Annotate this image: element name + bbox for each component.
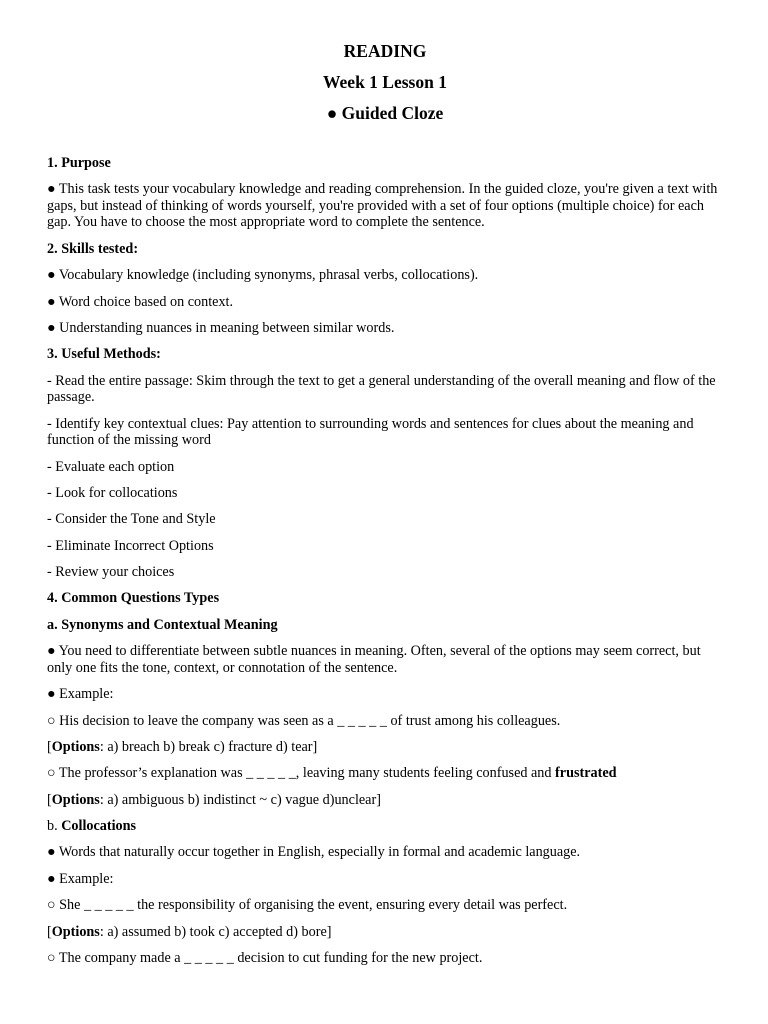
example-label: ● Example:	[47, 686, 114, 703]
skill-item: ● Vocabulary knowledge (including synonyms, phrasal verbs, collocations).	[47, 267, 479, 284]
example-question: ○ His decision to leave the company was seen as a _ _ _ _ _ of trust among his colleagues.	[47, 712, 561, 729]
subsection-a-heading: a. Synonyms and Contextual Meaning	[47, 616, 278, 633]
topic-heading: ● Guided Cloze	[326, 103, 444, 123]
subsection-b-heading: b. Collocations	[47, 818, 137, 835]
section-1-heading: 1. Purpose	[47, 155, 111, 171]
example-question: ○ The professor’s explanation was _ _ _ _ _, leaving many students feeling confused and frustrated	[47, 765, 617, 782]
section-1-body: ● This task tests your vocabulary knowledge and reading comprehension. In the guided cloze, you're given a text with gaps, but instead of thinking of words yourself, you're provided with a set of four options (multiple choice) for each gap. You have to choose the most appropriate word to complete the sentence.	[47, 181, 718, 231]
example-options: [Options: a) assumed b) took c) accepted d) bore]	[47, 923, 332, 940]
document-title: READING	[343, 41, 427, 61]
subsection-b-body: ● Words that naturally occur together in English, especially in formal and academic language.	[47, 844, 581, 861]
skill-item: ● Word choice based on context.	[47, 293, 234, 310]
method-item: - Eliminate Incorrect Options	[47, 537, 214, 554]
example-options: [Options: a) breach b) break c) fracture d) tear]	[47, 738, 318, 755]
method-item: - Consider the Tone and Style	[47, 511, 216, 528]
method-item: - Read the entire passage: Skim through the text to get a general understanding of the overall meaning and flow of the passage.	[47, 372, 716, 406]
example-label: ● Example:	[47, 870, 114, 887]
example-options: [Options: a) ambiguous b) indistinct ~ c) vague d)unclear]	[47, 791, 381, 808]
example-question: ○ The company made a _ _ _ _ _ decision to cut funding for the new project.	[47, 950, 483, 967]
lesson-subtitle: Week 1 Lesson 1	[323, 72, 447, 92]
section-4-heading: 4. Common Questions Types	[47, 590, 220, 607]
section-3-heading: 3. Useful Methods:	[47, 346, 161, 363]
method-item: - Evaluate each option	[47, 458, 175, 475]
skill-item: ● Understanding nuances in meaning between similar words.	[47, 319, 395, 336]
section-2-heading: 2. Skills tested:	[47, 240, 139, 257]
document-page	[47, 40, 723, 976]
method-item: - Look for collocations	[47, 484, 178, 501]
example-question: ○ She _ _ _ _ _ the responsibility of organising the event, ensuring every detail was perfect.	[47, 897, 568, 914]
method-item: - Identify key contextual clues: Pay attention to surrounding words and sentences for clues about the meaning and function of the missing word	[47, 415, 694, 449]
method-item: - Review your choices	[47, 564, 175, 581]
subsection-a-body: ● You need to differentiate between subtle nuances in meaning. Often, several of the options may seem correct, but only one fits the tone, context, or connotation of the sentence.	[47, 643, 701, 676]
